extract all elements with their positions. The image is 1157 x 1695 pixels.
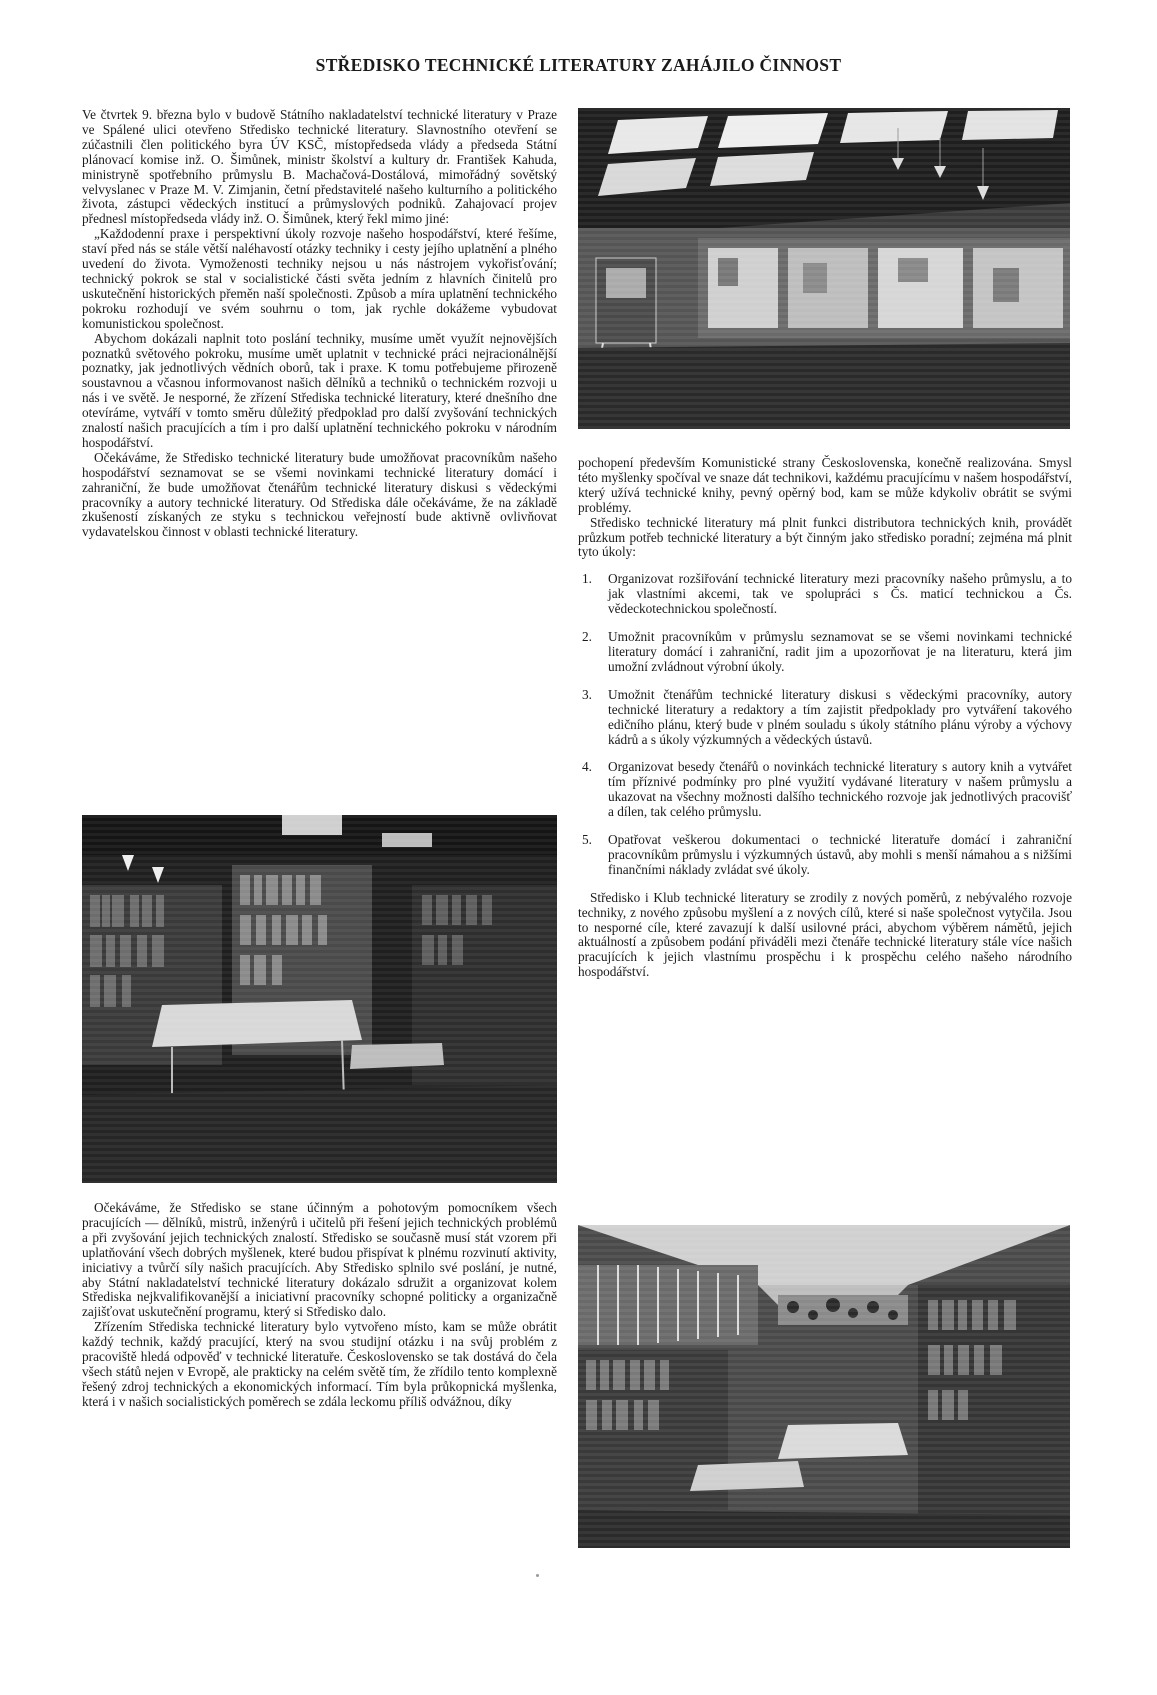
list-item-number: 4. [582, 759, 592, 775]
article-paragraph: „Každodenní praxe i perspektivní úkoly rozvoje našeho hospodářství, které řešíme, staví před nás se stále větší naléhavostí otázky techniky i cesty jejího uplatnění a plného uvedení do života. Vymoženosti techniky nejsou u nás nástrojem vykořisťování; technický pokrok se stal v socialistické části světa jedním z hlavních činitelů pro uskutečnění historických přeměn naší společnosti. Způsob a míra uplatnění technického pokroku rozhodují ve svém souhrnu o tom, jak rychle dokážeme vybudovat komunistickou společnost. [82, 226, 557, 331]
article-paragraph: Středisko i Klub technické literatury se zrodily z nových poměrů, z nebývalého rozvoje techniky, z nového způsobu myšlení a z nových cílů, které si naše společnost vytyčila. Jsou to nesporné cíle, které zavazují k další usilovné práci, abychom výběrem námětů, jejich aktuálností a způsobem podání přiváděli mezi čtenáře technické literatury stále více našich pracujících k jejich vlastnímu prospěchu i k prospěchu celého našeho národního hospodářství. [578, 889, 1072, 980]
photo-library-interior [578, 1225, 1070, 1548]
list-item [578, 630, 1072, 675]
list-item [578, 760, 1072, 820]
list-item-text: Opatřovat veškerou dokumentaci o technické literatuře domácí i zahraniční pracovníkům průmyslu i výzkumných ústavů, aby mohli s menší námahou a s nižšími finančními náklady zvládat své úkoly. [608, 832, 1072, 877]
article-column-right [578, 456, 1072, 980]
article-paragraph: Středisko technické literatury má plnit funkci distributora technických knih, provádět průzkum potřeb technické literatury a být činným jako středisko poradní; zejména má plnit tyto úkoly: [578, 514, 1072, 560]
list-item-number: 3. [582, 686, 592, 702]
article-paragraph: Očekáváme, že Středisko se stane účinným a pohotovým pomocníkem všech pracujících — dělníků, mistrů, inženýrů i učitelů při řešení jejich technických problémů a při zvyšování jejich technických znalostí. Středisko se současně musí stát vzorem při uplatňování všech dobrých myšlenek, které budou přispívat k plnému rozvinutí aktivity, iniciativy a tvůrčí síly našich pracujících. Aby Středisko splnilo své poslání, je nutné, aby Státní nakladatelství technické literatury dokázalo sdružit a organizovat kolem Střediska nejkvalifikovanější a iniciativní pracovníky schopné politicky a organizačně zajišťovat uskutečnění programu, který si Středisko dalo. [82, 1200, 557, 1320]
photo-bookshelves-reading-room [82, 815, 557, 1183]
list-item-text: Organizovat besedy čtenářů o novinkách technické literatury s autory knih a vytvářet tím příznivé podmínky pro plné využití vydávané literatury v našem průmyslu a ukazovat na všechny možnosti dalšího technického rozvoje jak jednotlivých pracovišť a dílen, tak celého průmyslu. [608, 759, 1072, 820]
article-paragraph: pochopení především Komunistické strany Československa, konečně realizována. Smysl této myšlenky spočíval ve snaze dát technikovi, každému pracujícímu v našem hospodářství, který užívá technické knihy, pevný opěrný bod, kam se může kdykoliv obrátit se svými problémy. [578, 455, 1072, 515]
article-column-left-bottom [82, 1201, 557, 1410]
list-item-number: 1. [582, 571, 592, 587]
page-title: STŘEDISKO TECHNICKÉ LITERATURY ZAHÁJILO ČINNOST [315, 55, 842, 75]
list-item-number: 2. [582, 629, 592, 645]
article-paragraph: Ve čtvrtek 9. března bylo v budově Státního nakladatelství technické literatury v Praze ve Spálené ulici otevřeno Středisko technické literatury. Slavnostního otevření se zúčastnili člen politického byra ÚV KSČ, místopředseda vlády a předseda Státní plánovací komise inž. O. Šimůnek, ministr školství a kultury dr. František Kahuda, ministryně spotřebního průmyslu B. Machačová-Dostálová, mimořádný sovětský velvyslanec v Praze M. V. Zimjanin, četní představitelé našeho kulturního a politického života, zástupci vědeckých institucí a průmyslových podniků. Zahajovací projev přednesl místopředseda vlády inž. O. Šimůnek, který řekl mimo jiné: [82, 107, 557, 227]
list-item [578, 688, 1072, 748]
list-item [578, 833, 1072, 878]
tasks-list [578, 572, 1072, 877]
list-item-number: 5. [582, 832, 592, 848]
article-paragraph: Zřízením Střediska technické literatury bylo vytvořeno místo, kam se může obrátit každý technik, každý pracující, který na svou studijní otázku i na svůj problém z pracoviště hledá odpověď v technické literatuře. Československo se tak dostává do čela všech států nejen v Evropě, ale prakticky na celém světě tím, že zřídilo tento komplexně řešený zdroj technických a ekonomických informací. Tím byla průkopnická myšlenka, která i v našich socialistických poměrech se zdála leckomu příliš odvážnou, díky [82, 1319, 557, 1409]
article-paragraph: Abychom dokázali naplnit toto poslání techniky, musíme umět využít nejnovějších poznatků světového pokroku, musíme umět uplatnit v technické práci nejracionálnější poznatky, jak jednotlivých vědních oborů, tak i praxe. K tomu potřebujeme přirozeně soustavnou a včasnou informovanost našich dělníků a techniků o technickém rozvoji u nás i ve světě. Je nesporné, že zřízení Střediska technické literatury, které dnešního dne otevíráme, vytváří v tomto směru důležitý předpoklad pro další zvyšování technických znalostí našich pracujících a tím i pro další uplatnění technického pokroku v národním hospodářství. [82, 330, 557, 450]
photo-exhibition-hall [578, 108, 1070, 429]
list-item-text: Umožnit čtenářům technické literatury diskusi s vědeckými pracovníky, autory technické literatury a redaktory a tím zajistit předpoklady pro vytváření takového edičního plánu, který bude v plném souladu s úkoly státního plánu výroby a výchovy kádrů a s úkoly výzkumných a vědeckých ústavů. [608, 686, 1072, 747]
list-item-text: Organizovat rozšiřování technické literatury mezi pracovníky našeho průmyslu, a to jak vlastními akcemi, tak ve spolupráci s Čs. maticí technickou a Čs. vědeckotechnickou společností. [608, 571, 1072, 617]
list-item [578, 572, 1072, 617]
article-column-left-top [82, 108, 557, 540]
list-item-text: Umožnit pracovníkům v průmyslu seznamovat se se všemi novinkami technické literatury domácí i zahraniční, radit jim a upozorňovat je na literaturu, která jim umožní zvládnout výrobní úkoly. [608, 629, 1072, 674]
article-paragraph: Očekáváme, že Středisko technické literatury bude umožňovat pracovníkům našeho hospodářství seznamovat se se všemi novinkami technické literatury domácí i zahraniční, že bude umožňovat čtenářům technické literatury diskusi s vědeckými pracovníky a autory technické literatury. Od Střediska dále očekáváme, že na základě zkušeností získaných ze styku s technickou veřejností bude aktivně ovlivňovat vydavatelskou činnost v oblasti technické literatury. [82, 449, 557, 540]
page-mark [536, 1574, 539, 1577]
